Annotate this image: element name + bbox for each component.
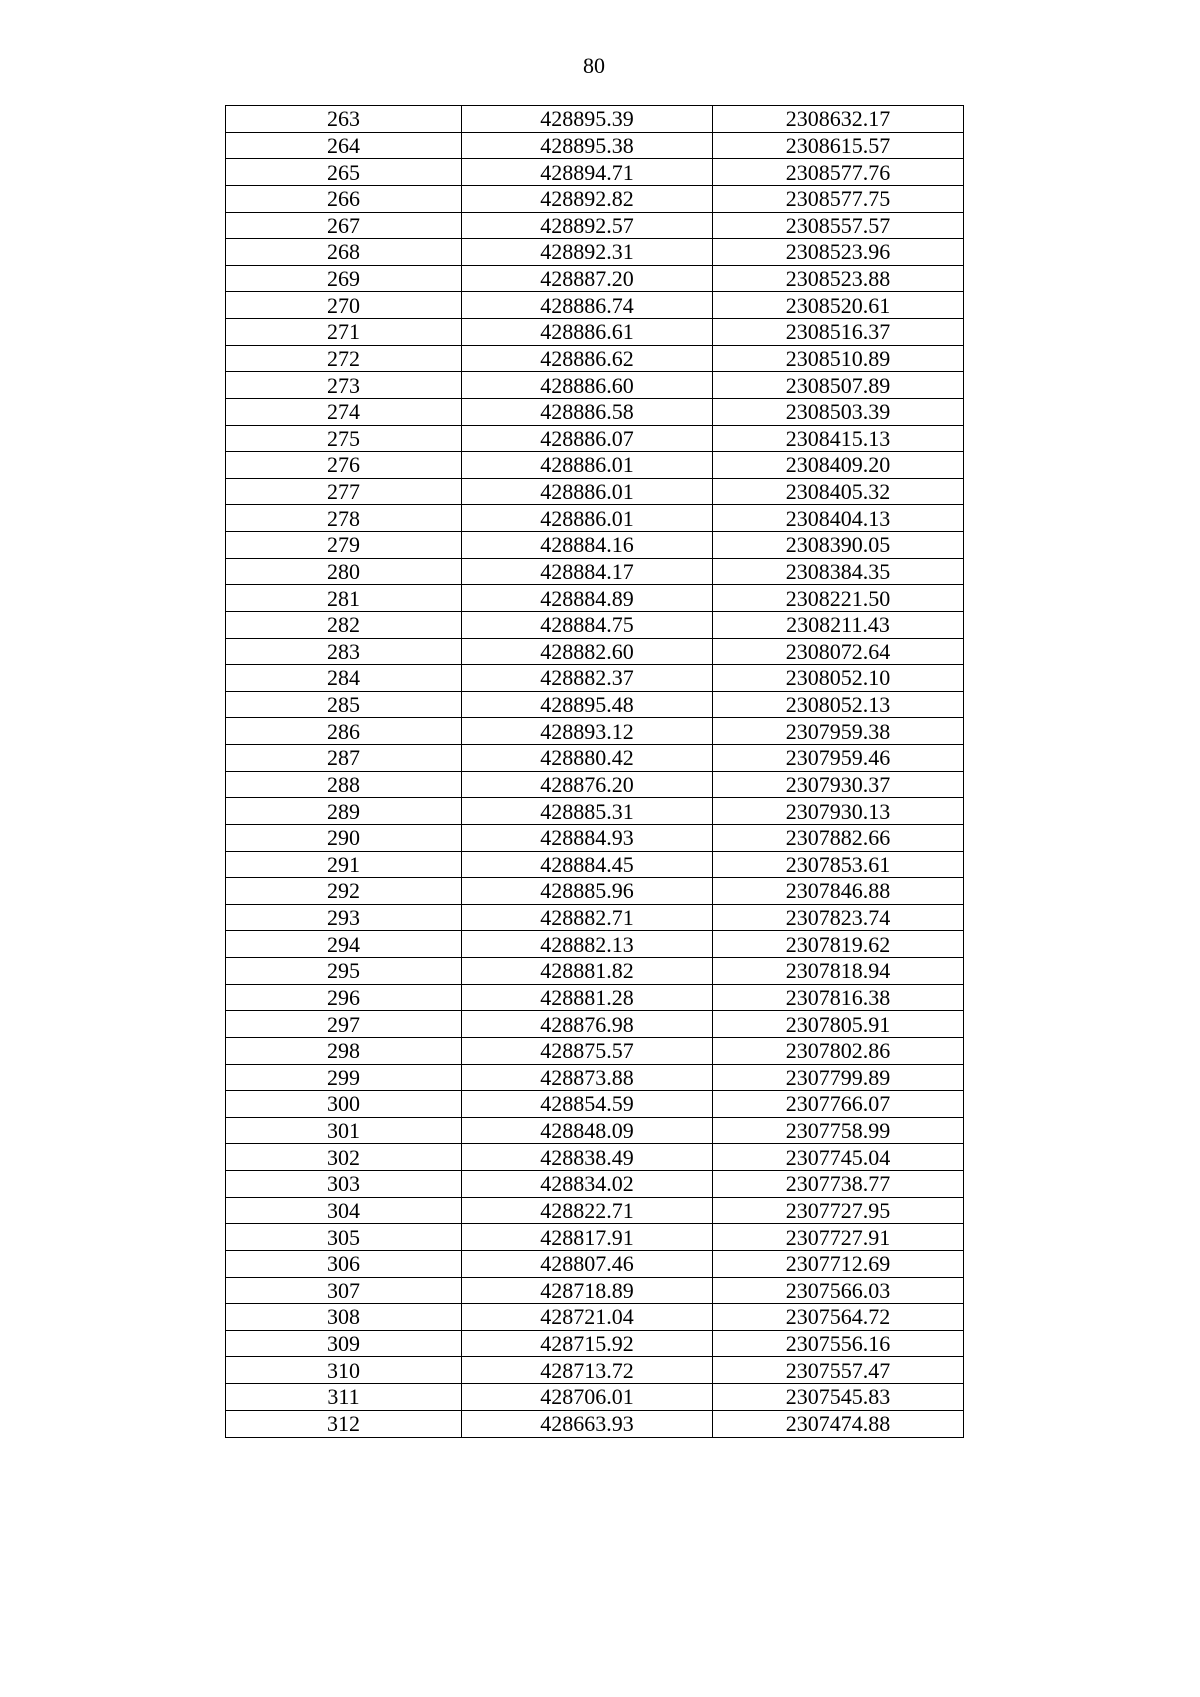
coordinate-y-cell: 2307766.07 [785, 1091, 891, 1117]
table-row [226, 612, 963, 639]
point-number-cell: 280 [226, 559, 462, 585]
coordinate-x-cell: 428893.12 [462, 718, 713, 744]
coordinate-y-cell: 2307727.91 [785, 1224, 891, 1250]
coordinate-y-cell: 2308507.89 [785, 372, 891, 398]
coordinate-x-cell: 428884.16 [462, 532, 713, 558]
coordinate-y-cell: 2308211.43 [786, 612, 890, 638]
coordinate-y-cell: 2307930.13 [785, 798, 891, 824]
coordinate-y-cell: 2307959.38 [785, 718, 891, 744]
point-number-cell: 308 [226, 1304, 462, 1330]
point-number-cell: 291 [226, 852, 462, 878]
coordinate-x-cell: 428882.13 [462, 931, 713, 957]
table-row [226, 346, 963, 373]
coordinate-y-cell: 2308384.35 [785, 558, 891, 584]
coordinate-x-cell: 428876.98 [462, 1011, 713, 1037]
point-number-cell: 282 [226, 612, 462, 638]
coordinate-x-cell: 428884.45 [462, 852, 713, 878]
coordinate-x-cell: 428886.07 [462, 426, 713, 452]
coordinate-x-cell: 428884.75 [462, 612, 713, 638]
point-number-cell: 294 [226, 931, 462, 957]
coordinate-table [225, 105, 964, 1438]
table-row [226, 292, 963, 319]
table-row [226, 1171, 963, 1198]
coordinate-x-cell: 428881.82 [462, 958, 713, 984]
table-row [226, 106, 963, 133]
coordinate-x-cell: 428894.71 [462, 159, 713, 185]
table-row [226, 479, 963, 506]
point-number-cell: 299 [226, 1065, 462, 1091]
table-row [226, 426, 963, 453]
coordinate-y-cell: 2307882.66 [785, 825, 891, 851]
coordinate-x-cell: 428848.09 [462, 1118, 713, 1144]
coordinate-x-cell: 428807.46 [462, 1251, 713, 1277]
table-row [226, 958, 963, 985]
coordinate-y-cell: 2307738.77 [785, 1171, 891, 1197]
point-number-cell: 304 [226, 1198, 462, 1224]
coordinate-y-cell: 2308052.10 [785, 665, 891, 691]
table-row [226, 852, 963, 879]
table-row [226, 452, 963, 479]
point-number-cell: 268 [226, 239, 462, 265]
table-row [226, 319, 963, 346]
coordinate-x-cell: 428706.01 [462, 1384, 713, 1410]
table-row [226, 878, 963, 905]
point-number-cell: 284 [226, 665, 462, 691]
coordinate-y-cell: 2308632.17 [785, 106, 891, 132]
coordinate-x-cell: 428886.01 [462, 452, 713, 478]
coordinate-y-cell: 2307819.62 [785, 931, 891, 957]
table-row [226, 266, 963, 293]
point-number-cell: 270 [226, 292, 462, 318]
coordinate-y-cell: 2308221.50 [785, 585, 891, 611]
coordinate-x-cell: 428886.60 [462, 372, 713, 398]
point-number-cell: 306 [226, 1251, 462, 1277]
table-row [226, 1251, 963, 1278]
table-row [226, 1224, 963, 1251]
coordinate-y-cell: 2308516.37 [785, 319, 891, 345]
table-row [226, 1144, 963, 1171]
table-row [226, 1091, 963, 1118]
table-row [226, 1198, 963, 1225]
table-row [226, 745, 963, 772]
table-row [226, 798, 963, 825]
coordinate-y-cell: 2308510.89 [785, 345, 891, 371]
coordinate-y-cell: 2308615.57 [785, 132, 891, 158]
coordinate-y-cell: 2308557.57 [785, 212, 891, 238]
coordinate-y-cell: 2307556.16 [785, 1331, 891, 1357]
coordinate-y-cell: 2307727.95 [785, 1197, 891, 1223]
coordinate-y-cell: 2308503.39 [785, 399, 891, 425]
point-number-cell: 309 [226, 1331, 462, 1357]
coordinate-y-cell: 2307564.72 [785, 1304, 891, 1330]
coordinate-x-cell: 428663.93 [462, 1411, 713, 1438]
point-number-cell: 266 [226, 186, 462, 212]
coordinate-x-cell: 428895.39 [462, 106, 713, 132]
coordinate-y-cell: 2308523.88 [785, 266, 891, 292]
coordinate-y-cell: 2308577.75 [785, 186, 891, 212]
coordinate-y-cell: 2307823.74 [785, 905, 891, 931]
coordinate-x-cell: 428895.38 [462, 133, 713, 159]
table-row [226, 1011, 963, 1038]
table-row [226, 505, 963, 532]
point-number-cell: 298 [226, 1038, 462, 1064]
coordinate-x-cell: 428886.62 [462, 346, 713, 372]
point-number-cell: 277 [226, 479, 462, 505]
coordinate-y-cell: 2308072.64 [785, 638, 891, 664]
point-number-cell: 272 [226, 346, 462, 372]
table-row [226, 186, 963, 213]
coordinate-x-cell: 428713.72 [462, 1357, 713, 1383]
coordinate-x-cell: 428886.58 [462, 399, 713, 425]
point-number-cell: 264 [226, 133, 462, 159]
coordinate-x-cell: 428887.20 [462, 266, 713, 292]
coordinate-y-cell: 2307758.99 [785, 1118, 891, 1144]
point-number-cell: 283 [226, 639, 462, 665]
point-number-cell: 269 [226, 266, 462, 292]
point-number-cell: 300 [226, 1091, 462, 1117]
coordinate-y-cell: 2307566.03 [785, 1277, 891, 1303]
table-row [226, 1304, 963, 1331]
point-number-cell: 290 [226, 825, 462, 851]
table-row [226, 1038, 963, 1065]
coordinate-x-cell: 428886.61 [462, 319, 713, 345]
point-number-cell: 305 [226, 1224, 462, 1250]
coordinate-y-cell: 2308520.61 [785, 292, 891, 318]
table-row [226, 399, 963, 426]
page-number: 80 [583, 53, 605, 78]
table-row [226, 665, 963, 692]
table-row [226, 213, 963, 240]
coordinate-x-cell: 428886.74 [462, 292, 713, 318]
coordinate-x-cell: 428721.04 [462, 1304, 713, 1330]
point-number-cell: 265 [226, 159, 462, 185]
coordinate-y-cell: 2307799.89 [785, 1064, 891, 1090]
coordinate-y-cell: 2308409.20 [785, 452, 891, 478]
table-row [226, 159, 963, 186]
coordinate-y-cell: 2308390.05 [785, 532, 891, 558]
coordinate-y-cell: 2308052.13 [785, 692, 891, 718]
point-number-cell: 295 [226, 958, 462, 984]
table-row [226, 639, 963, 666]
coordinate-y-cell: 2308404.13 [785, 505, 891, 531]
point-number-cell: 273 [226, 372, 462, 398]
point-number-cell: 297 [226, 1011, 462, 1037]
coordinate-x-cell: 428886.01 [462, 479, 713, 505]
coordinate-y-cell: 2307959.46 [785, 745, 891, 771]
coordinate-x-cell: 428822.71 [462, 1198, 713, 1224]
coordinate-y-cell: 2308577.76 [785, 159, 891, 185]
coordinate-x-cell: 428882.60 [462, 639, 713, 665]
coordinate-y-cell: 2307802.86 [785, 1038, 891, 1064]
point-number-cell: 285 [226, 692, 462, 718]
coordinate-y-cell: 2307745.04 [785, 1144, 891, 1170]
coordinate-y-cell: 2308405.32 [785, 479, 891, 505]
point-number-cell: 286 [226, 718, 462, 744]
table-row [226, 931, 963, 958]
coordinate-y-cell: 2307846.88 [785, 878, 891, 904]
coordinate-y-cell: 2307816.38 [785, 984, 891, 1010]
table-row [226, 585, 963, 612]
coordinate-x-cell: 428886.01 [462, 505, 713, 531]
table-row [226, 239, 963, 266]
table-row [226, 559, 963, 586]
coordinate-x-cell: 428875.57 [462, 1038, 713, 1064]
point-number-cell: 287 [226, 745, 462, 771]
point-number-cell: 271 [226, 319, 462, 345]
table-row [226, 532, 963, 559]
coordinate-x-cell: 428817.91 [462, 1224, 713, 1250]
coordinate-y-cell: 2307853.61 [785, 851, 891, 877]
coordinate-x-cell: 428895.48 [462, 692, 713, 718]
point-number-cell: 307 [226, 1278, 462, 1304]
coordinate-x-cell: 428838.49 [462, 1144, 713, 1170]
coordinate-x-cell: 428880.42 [462, 745, 713, 771]
table-row [226, 372, 963, 399]
coordinate-x-cell: 428884.89 [462, 585, 713, 611]
coordinate-y-cell: 2307545.83 [785, 1384, 891, 1410]
point-number-cell: 301 [226, 1118, 462, 1144]
coordinate-x-cell: 428715.92 [462, 1331, 713, 1357]
coordinate-y-cell: 2308415.13 [785, 425, 891, 451]
table-row [226, 1278, 963, 1305]
table-row [226, 772, 963, 799]
table-row [226, 905, 963, 932]
table-row [226, 985, 963, 1012]
point-number-cell: 288 [226, 772, 462, 798]
point-number-cell: 302 [226, 1144, 462, 1170]
point-number-cell: 303 [226, 1171, 462, 1197]
table-row [226, 1384, 963, 1411]
coordinate-x-cell: 428885.96 [462, 878, 713, 904]
point-number-cell: 281 [226, 585, 462, 611]
table-row [226, 1411, 963, 1438]
point-number-cell: 292 [226, 878, 462, 904]
table-row [226, 692, 963, 719]
table-row [226, 1065, 963, 1092]
coordinate-y-cell: 2307818.94 [785, 958, 891, 984]
coordinate-x-cell: 428882.37 [462, 665, 713, 691]
coordinate-y-cell: 2308523.96 [785, 239, 891, 265]
point-number-cell: 279 [226, 532, 462, 558]
table-row [226, 1118, 963, 1145]
coordinate-y-cell: 2307557.47 [785, 1357, 891, 1383]
point-number-cell: 263 [226, 106, 462, 132]
coordinate-x-cell: 428718.89 [462, 1278, 713, 1304]
coordinate-x-cell: 428892.31 [462, 239, 713, 265]
coordinate-x-cell: 428834.02 [462, 1171, 713, 1197]
point-number-cell: 276 [226, 452, 462, 478]
coordinate-x-cell: 428873.88 [462, 1065, 713, 1091]
coordinate-y-cell: 2307930.37 [785, 771, 891, 797]
coordinate-y-cell: 2307474.88 [785, 1411, 891, 1437]
coordinate-x-cell: 428884.93 [462, 825, 713, 851]
point-number-cell: 293 [226, 905, 462, 931]
coordinate-x-cell: 428892.82 [462, 186, 713, 212]
point-number-cell: 289 [226, 798, 462, 824]
table-row [226, 133, 963, 160]
coordinate-x-cell: 428876.20 [462, 772, 713, 798]
point-number-cell: 311 [226, 1384, 462, 1410]
coordinate-x-cell: 428882.71 [462, 905, 713, 931]
coordinate-x-cell: 428885.31 [462, 798, 713, 824]
point-number-cell: 275 [226, 426, 462, 452]
coordinate-x-cell: 428892.57 [462, 213, 713, 239]
table-row [226, 825, 963, 852]
point-number-cell: 278 [226, 505, 462, 531]
point-number-cell: 310 [226, 1357, 462, 1383]
point-number-cell: 296 [226, 985, 462, 1011]
point-number-cell: 274 [226, 399, 462, 425]
coordinate-y-cell: 2307712.69 [785, 1251, 891, 1277]
table-row [226, 718, 963, 745]
coordinate-x-cell: 428854.59 [462, 1091, 713, 1117]
coordinate-x-cell: 428881.28 [462, 985, 713, 1011]
table-row [226, 1357, 963, 1384]
point-number-cell: 312 [226, 1411, 462, 1438]
coordinate-y-cell: 2307805.91 [785, 1011, 891, 1037]
table-row [226, 1331, 963, 1358]
point-number-cell: 267 [226, 213, 462, 239]
coordinate-x-cell: 428884.17 [462, 559, 713, 585]
